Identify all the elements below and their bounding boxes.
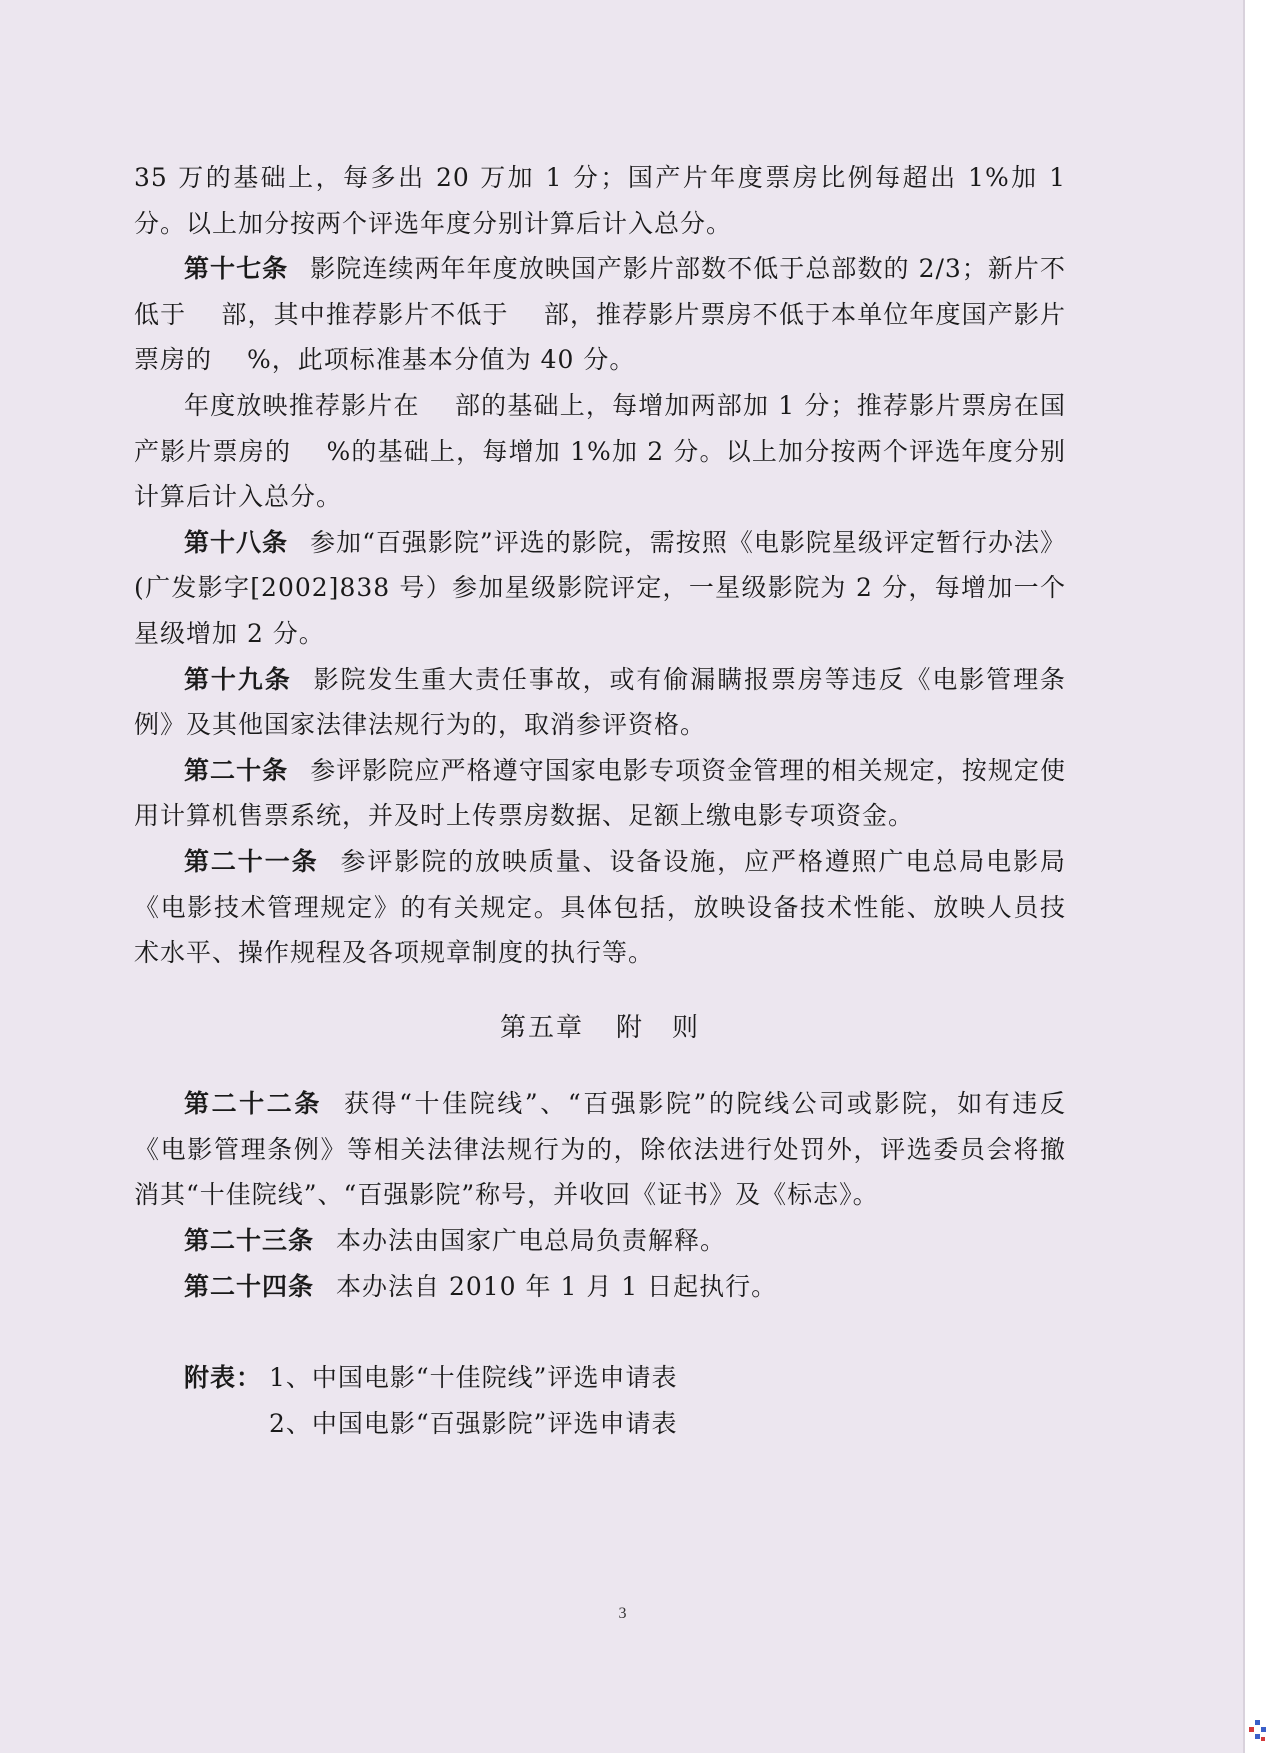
article-text: 年度放映推荐影片在 部的基础上，每增加两部加 1 分；推荐影片票房在国产影片票房的 %的基础上，每增加 1%加 2 分。以上加分按两个评选年度分别计算后计入总分。 bbox=[134, 390, 1066, 512]
chapter-title: 附 则 bbox=[616, 1012, 701, 1043]
article-22 bbox=[134, 1081, 1066, 1218]
document-body bbox=[134, 155, 1066, 1446]
attachment-row bbox=[184, 1355, 1066, 1401]
article-text: 参加“百强影院”评选的影院，需按照《电影院星级评定暂行办法》(广发影字[2002]838 号）参加星级影院评定，一星级影院为 2 分，每增加一个星级增加 2 分。 bbox=[134, 527, 1066, 648]
attachment-row bbox=[184, 1401, 1066, 1447]
article-text: 影院发生重大责任事故，或有偷漏瞒报票房等违反《电影管理条例》及其他国家法律法规行为的，取消参评资格。 bbox=[134, 664, 1066, 740]
article-text: 本办法由国家广电总局负责解释。 bbox=[336, 1226, 727, 1256]
article-number: 第十八条 bbox=[184, 527, 289, 557]
attachment-item: 2、中国电影“百强影院”评选申请表 bbox=[269, 1408, 678, 1438]
article-text: 获得“十佳院线”、“百强影院”的院线公司或影院，如有违反《电影管理条例》等相关法律法规行为的，除依法进行处罚外，评选委员会将撤消其“十佳院线”、“百强影院”称号，并收回《证书》及《标志》。 bbox=[134, 1089, 1066, 1210]
attachment-item: 1、中国电影“十佳院线”评选申请表 bbox=[269, 1363, 678, 1393]
attachments-label: 附表： bbox=[184, 1363, 263, 1393]
article-number: 第十九条 bbox=[184, 664, 292, 694]
article-24 bbox=[134, 1264, 1066, 1310]
article-text: 参评影院的放映质量、设备设施，应严格遵照广电总局电影局《电影技术管理规定》的有关规定。具体包括，放映设备技术性能、放映人员技术水平、操作规程及各项规章制度的执行等。 bbox=[134, 846, 1066, 968]
article-17 bbox=[134, 246, 1066, 383]
article-17-continued bbox=[134, 383, 1066, 520]
article-text: 参评影院应严格遵守国家电影专项资金管理的相关规定，按规定使用计算机售票系统，并及时上传票房数据、足额上缴电影专项资金。 bbox=[134, 755, 1066, 831]
article-text: 本办法自 2010 年 1 月 1 日起执行。 bbox=[336, 1271, 778, 1301]
article-number: 第二十三条 bbox=[184, 1226, 315, 1256]
scanner-logo-icon bbox=[1247, 1718, 1269, 1744]
article-18 bbox=[134, 520, 1066, 657]
article-19 bbox=[134, 657, 1066, 748]
article-text: 影院连续两年年度放映国产影片部数不低于总部数的 2/3；新片不低于 部，其中推荐影片不低于 部，推荐影片票房不低于本单位年度国产影片票房的 %，此项标准基本分值为 40 分。 bbox=[134, 254, 1066, 375]
article-20 bbox=[134, 748, 1066, 839]
article-21 bbox=[134, 839, 1066, 976]
article-number: 第十七条 bbox=[184, 254, 289, 284]
chapter-number: 第五章 bbox=[499, 1012, 584, 1043]
chapter-heading bbox=[134, 1006, 1066, 1052]
article-number: 第二十二条 bbox=[184, 1089, 322, 1119]
paragraph-text: 35 万的基础上，每多出 20 万加 1 分；国产片年度票房比例每超出 1%加 1 分。以上加分按两个评选年度分别计算后计入总分。 bbox=[134, 163, 1066, 238]
article-number: 第二十条 bbox=[184, 755, 289, 785]
attachments bbox=[134, 1355, 1066, 1446]
page-number: 3 bbox=[618, 1605, 627, 1622]
article-number: 第二十一条 bbox=[184, 846, 319, 876]
paragraph-continuation bbox=[134, 155, 1066, 246]
article-23 bbox=[134, 1218, 1066, 1264]
article-number: 第二十四条 bbox=[184, 1271, 315, 1301]
